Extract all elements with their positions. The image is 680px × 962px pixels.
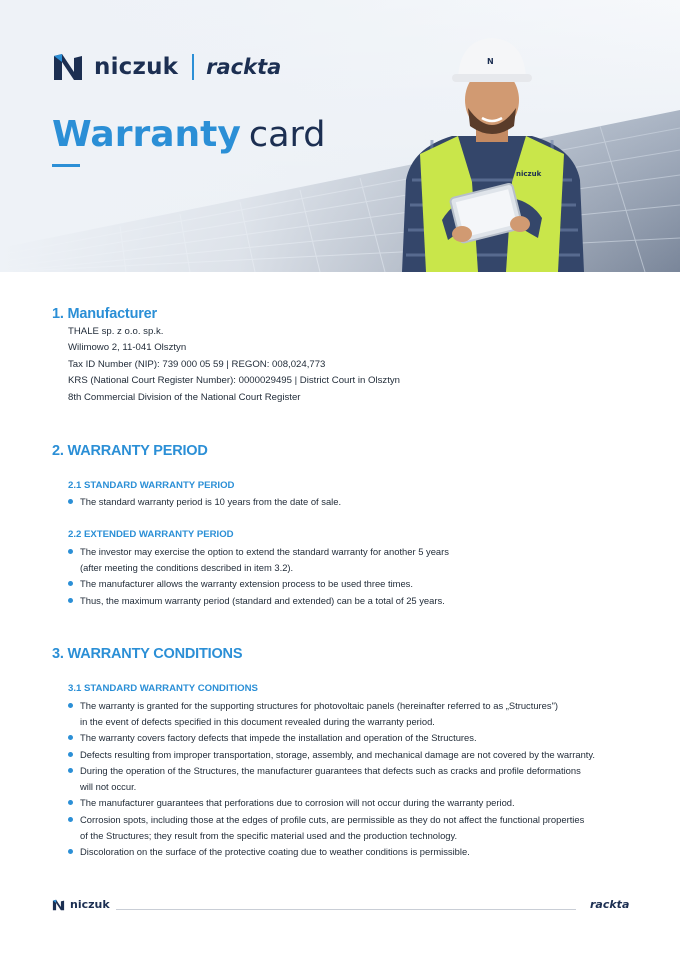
brand-name: niczuk bbox=[94, 54, 179, 80]
list-item-text: in the event of defects specified in this document revealed during the warranty period. bbox=[80, 716, 435, 727]
list-item-text: will not occur. bbox=[80, 781, 137, 792]
list-item-text: The warranty covers factory defects that impede the installation and operation of the Structures. bbox=[80, 732, 477, 743]
footer-brand-left bbox=[52, 898, 110, 911]
manufacturer-line: KRS (National Court Register Number): 0000029495 | District Court in Olsztyn bbox=[68, 375, 401, 386]
bullet-icon bbox=[68, 549, 73, 554]
list-item-text: Thus, the maximum warranty period (standard and extended) can be a total of 25 years. bbox=[80, 595, 445, 606]
manufacturer-line: 8th Commercial Division of the National Court Register bbox=[68, 392, 301, 403]
manufacturer-line: Tax ID Number (NIP): 739 000 05 59 | REGON: 008,024,773 bbox=[68, 359, 326, 370]
bullet-icon bbox=[68, 752, 73, 757]
list-item-text: The investor may exercise the option to extend the standard warranty for another 5 years bbox=[80, 546, 449, 557]
list-item bbox=[68, 730, 643, 746]
niczuk-logo-icon bbox=[52, 52, 84, 82]
footer-brand-name: niczuk bbox=[70, 898, 110, 911]
list-item bbox=[68, 844, 643, 860]
niczuk-logo-icon bbox=[52, 899, 65, 911]
subheading-standard-conditions: 3.1 STANDARD WARRANTY CONDITIONS bbox=[68, 683, 258, 694]
list-item-text: (after meeting the conditions described in item 3.2). bbox=[80, 562, 294, 573]
list-item-text: Defects resulting from improper transportation, storage, assembly, and mechanical damage are not covered by the warranty. bbox=[80, 749, 596, 760]
list-item bbox=[68, 593, 643, 609]
helmet-badge: N bbox=[487, 57, 494, 66]
bullet-icon bbox=[68, 849, 73, 854]
list-item bbox=[68, 494, 643, 510]
worker-photo bbox=[392, 30, 592, 272]
page-title bbox=[52, 114, 326, 155]
list-item-text: of the Structures; they result from the specific material used and the production technology. bbox=[80, 830, 458, 841]
title-strong: Warranty bbox=[52, 114, 241, 155]
brand-separator bbox=[192, 54, 194, 80]
bullet-icon bbox=[68, 598, 73, 603]
bullet-icon bbox=[68, 499, 73, 504]
manufacturer-line: Wilimowo 2, 11-041 Olsztyn bbox=[68, 342, 187, 353]
list-item bbox=[68, 795, 643, 811]
bullet-icon bbox=[68, 581, 73, 586]
section-heading-manufacturer: 1. Manufacturer bbox=[52, 306, 157, 322]
title-underline bbox=[52, 164, 80, 167]
bullet-icon bbox=[68, 800, 73, 805]
list-item-text: The standard warranty period is 10 years from the date of sale. bbox=[80, 496, 342, 507]
bullet-icon bbox=[68, 735, 73, 740]
list-item-text: The warranty is granted for the supporting structures for photovoltaic panels (hereinafter referred to as „Structures") bbox=[80, 700, 559, 711]
section-heading-warranty-period: 2. WARRANTY PERIOD bbox=[52, 443, 208, 459]
list-item-text: Corrosion spots, including those at the edges of profile cuts, are permissible as they do not affect the functional properties bbox=[80, 814, 585, 825]
list-item bbox=[68, 812, 643, 844]
title-light: card bbox=[248, 115, 326, 155]
brand-sub: rackta bbox=[206, 55, 282, 79]
bullet-icon bbox=[68, 768, 73, 773]
bullet-icon bbox=[68, 817, 73, 822]
manufacturer-line: THALE sp. z o.o. sp.k. bbox=[68, 326, 164, 337]
list-item-text: During the operation of the Structures, the manufacturer guarantees that defects such as cracks and profile deformations bbox=[80, 765, 581, 776]
list-item-text: Discoloration on the surface of the protective coating due to weather conditions is permissible. bbox=[80, 846, 470, 857]
section-heading-warranty-conditions: 3. WARRANTY CONDITIONS bbox=[52, 646, 243, 662]
footer-divider bbox=[116, 909, 576, 910]
list-item bbox=[68, 763, 643, 795]
subheading-extended-period: 2.2 EXTENDED WARRANTY PERIOD bbox=[68, 529, 234, 540]
list-item bbox=[68, 576, 643, 592]
vest-badge: niczuk bbox=[516, 170, 542, 178]
list-item-text: The manufacturer guarantees that perforations due to corrosion will not occur during the warranty period. bbox=[80, 797, 515, 808]
subheading-standard-period: 2.1 STANDARD WARRANTY PERIOD bbox=[68, 480, 235, 491]
hero-banner bbox=[0, 0, 680, 272]
list-item bbox=[68, 698, 643, 730]
footer-brand-right: rackta bbox=[590, 898, 630, 911]
bullet-icon bbox=[68, 703, 73, 708]
list-item bbox=[68, 544, 643, 576]
list-item bbox=[68, 747, 643, 763]
brand-logo bbox=[52, 50, 281, 84]
list-item-text: The manufacturer allows the warranty extension process to be used three times. bbox=[80, 578, 413, 589]
